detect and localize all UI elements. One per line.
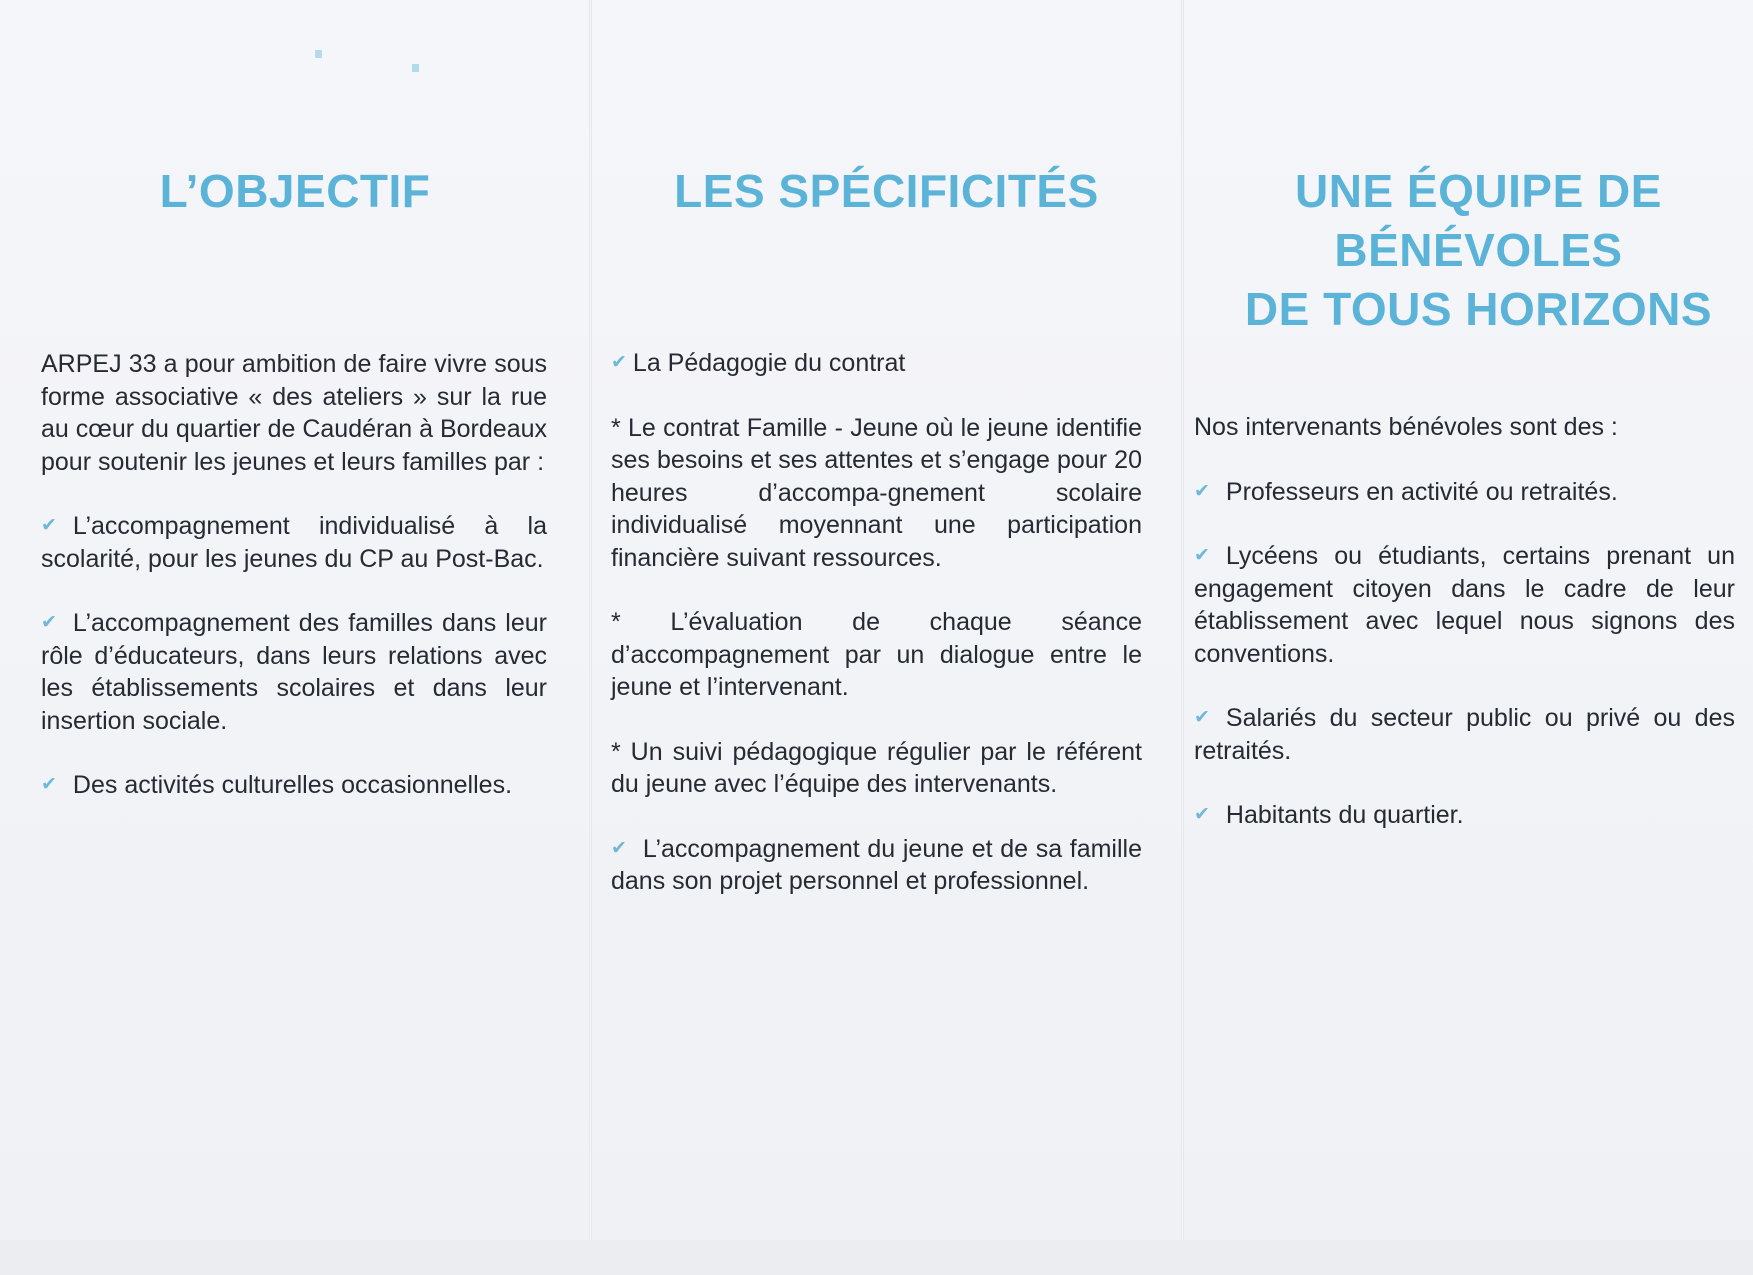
check-icon: ✔ bbox=[41, 515, 57, 536]
list-item-text: Des activités culturelles occasionnelles. bbox=[72, 771, 513, 799]
check-icon: ✔ bbox=[1194, 480, 1210, 502]
panel-specificites bbox=[592, 0, 1181, 1240]
sub-item: * Le contrat Famille - Jeune où le jeune identifie ses besoins et ses attentes et s’engage pour 20 heures d’accompa-gnement scolaire individualisé moyennant une participation financière suivant ressources. bbox=[611, 413, 1142, 572]
panel-title: LES SPÉCIFICITÉS bbox=[674, 165, 1099, 217]
list-item bbox=[611, 833, 1142, 898]
check-icon: ✔ bbox=[611, 352, 627, 373]
sub-item: * L’évaluation de chaque séance d’accompagnement par un dialogue entre le jeune et l’intervenant. bbox=[611, 608, 1142, 701]
panel-body bbox=[611, 347, 1142, 930]
panel-equipe bbox=[1184, 0, 1753, 1240]
list-item bbox=[611, 347, 1142, 380]
list-item-text: L’accompagnement individualisé à la scolarité, pour les jeunes du CP au Post-Bac. bbox=[41, 512, 547, 573]
scan-margin bbox=[0, 1240, 1753, 1275]
list-item bbox=[1194, 540, 1735, 670]
panel-body bbox=[41, 348, 547, 834]
list-item-text: Lycéens ou étudiants, certains prenant un engagement citoyen dans le cadre de leur établissement avec lequel nous signons des conventions. bbox=[1194, 542, 1735, 668]
list-item-text: Professeurs en activité ou retraités. bbox=[1225, 477, 1618, 506]
check-icon: ✔ bbox=[41, 612, 57, 633]
check-icon: ✔ bbox=[1194, 707, 1210, 728]
intro-paragraph: Nos intervenants bénévoles sont des : bbox=[1194, 413, 1618, 441]
sub-item: * Un suivi pédagogique régulier par le référent du jeune avec l’équipe des intervenants. bbox=[611, 737, 1142, 798]
panel-title bbox=[1204, 162, 1753, 339]
intro-paragraph: ARPEJ 33 a pour ambition de faire vivre sous forme associative « des ateliers » sur la rue au cœur du quartier de Caudéran à Bordeaux pour soutenir les jeunes et leurs familles par : bbox=[41, 350, 547, 476]
panel-objectif bbox=[0, 0, 590, 1240]
list-item bbox=[41, 510, 547, 575]
panel-body bbox=[1194, 411, 1735, 864]
list-item bbox=[41, 607, 547, 737]
check-icon: ✔ bbox=[41, 774, 57, 795]
list-item-text: Salariés du secteur public ou privé ou des retraités. bbox=[1194, 704, 1735, 765]
check-icon: ✔ bbox=[1194, 545, 1210, 566]
list-item-text: L’accompagnement du jeune et de sa famille dans son projet personnel et professionnel. bbox=[611, 834, 1142, 895]
list-item bbox=[1194, 702, 1735, 767]
list-item-text: L’accompagnement des familles dans leur rôle d’éducateurs, dans leurs relations avec les établissements scolaires et dans leur insertion sociale. bbox=[41, 609, 547, 735]
list-item bbox=[1194, 799, 1735, 832]
list-item-text: Habitants du quartier. bbox=[1225, 801, 1464, 829]
list-item bbox=[1194, 476, 1735, 509]
check-icon: ✔ bbox=[611, 837, 627, 859]
title-line: BÉNÉVOLES bbox=[1334, 224, 1623, 276]
check-icon: ✔ bbox=[1194, 804, 1210, 825]
title-line: DE TOUS HORIZONS bbox=[1244, 283, 1713, 335]
list-item bbox=[41, 769, 547, 802]
panel-title: L’OBJECTIF bbox=[159, 165, 431, 217]
list-item-text: La Pédagogie du contrat bbox=[632, 349, 906, 377]
title-line: UNE ÉQUIPE DE bbox=[1295, 165, 1662, 217]
